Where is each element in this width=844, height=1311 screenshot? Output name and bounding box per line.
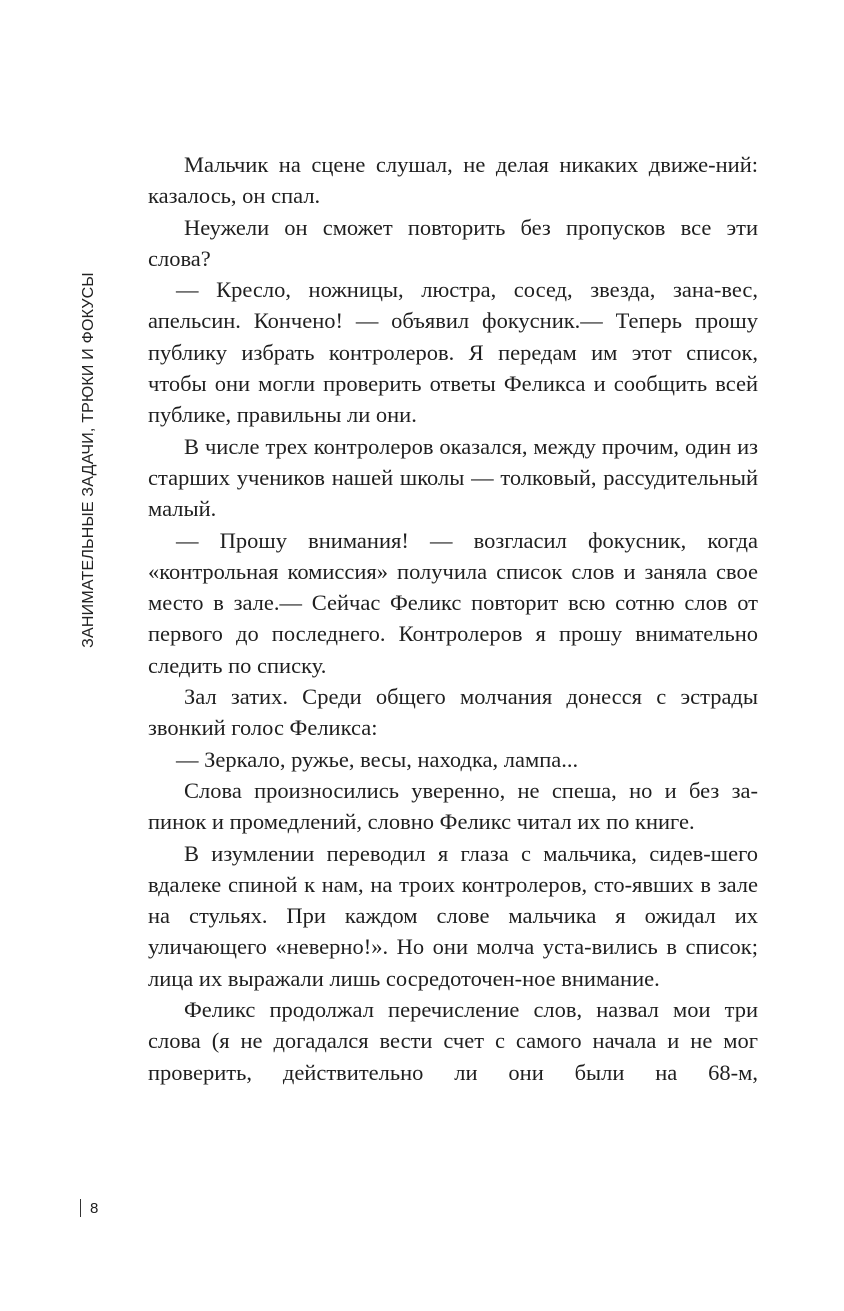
paragraph: Зал затих. Среди общего молчания донесся с эстрады звонкий голос Феликса:	[148, 684, 758, 741]
body-text	[148, 149, 758, 1088]
paragraph: — Прошу внимания! — возгласил фокусник, когда «контрольная комиссия» получила список слов и заняла свое место в зале.— Сейчас Феликс повторит всю сотню слов от первого до последнего. Контролеров я прошу внимательно следить по списку.	[148, 527, 758, 678]
paragraph: Слова произносились уверенно, не спеша, но и без за-пинок и промедлений, словно Феликс читал их по книге.	[148, 777, 758, 835]
paragraph: — Кресло, ножницы, люстра, сосед, звезда, зана-вес, апельсин. Кончено! — объявил фокусник.— Теперь прошу публику избрать контролеров. Я передам им этот список, чтобы они могли проверить ответы Феликса и сообщить всей публике, правильны ли они.	[148, 277, 758, 428]
paragraph: Мальчик на сцене слушал, не делая никаких движе-ний: казалось, он спал.	[148, 152, 758, 209]
paragraph: Неужели он сможет повторить без пропусков все эти слова?	[148, 214, 758, 271]
paragraph: — Зеркало, ружье, весы, находка, лампа...	[176, 746, 579, 772]
running-head: ЗАНИМАТЕЛЬНЫЕ ЗАДАЧИ, ТРЮКИ И ФОКУСЫ	[80, 272, 97, 648]
folio	[80, 1196, 98, 1220]
paragraph: В числе трех контролеров оказался, между прочим, один из старших учеников нашей школы — толковый, рассудительный малый.	[148, 433, 758, 522]
paragraph: Феликс продолжал перечисление слов, назвал мои три слова (я не догадался вести счет с самого начала и не мог проверить, действительно ли они были на 68-м,	[148, 997, 758, 1085]
page-number: 8	[90, 1199, 99, 1217]
paragraph: В изумлении переводил я глаза с мальчика, сидев-шего вдалеке спиной к нам, на троих контролеров, сто-явших в зале на стульях. При каждом слове мальчика я ожидал их уличающего «неверно!». Но они молча уста-вились в список; лица их выражали лишь сосредоточен-ное внимание.	[148, 840, 758, 991]
folio-rule	[80, 1199, 81, 1217]
